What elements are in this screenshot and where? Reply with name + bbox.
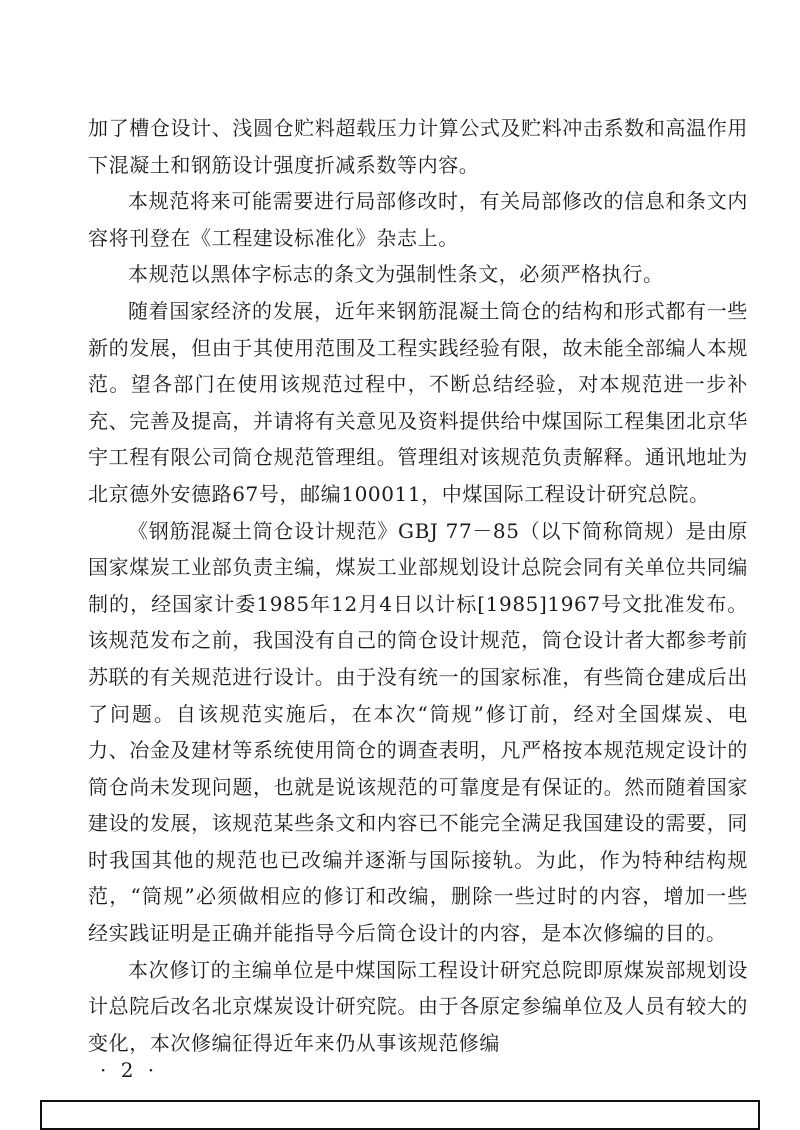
paragraph-2: 本规范将来可能需要进行局部修改时，有关局部修改的信息和条文内容将刊登在《工程建设标准化》杂志上。 bbox=[88, 189, 748, 250]
page-number: · 2 · bbox=[100, 1058, 159, 1082]
bottom-frame-border bbox=[40, 1100, 760, 1130]
paragraph-5: 《钢筋混凝土筒仓设计规范》GBJ 77－85（以下简称筒规）是由原国家煤炭工业部负责主编，煤炭工业部规划设计总院会同有关单位共同编制的，经国家计委1985年12月4日以计标[1985]1967号文批准发布。该规范发布之前，我国没有自己的筒仓设计规范，筒仓设计者大都参考前苏联的有关规范进行设计。由于没有统一的国家标准，有些筒仓建成后出了问题。自该规范实施后，在本次“筒规”修订前，经对全国煤炭、电力、冶金及建材等系统使用筒仓的调查表明，凡严格按本规范规定设计的筒仓尚未发现问题，也就是说该规范的可靠度是有保证的。然而随着国家建设的发展，该规范某些条文和内容已不能完全满足我国建设的需要，同时我国其他的规范也已改编并逐渐与国际接轨。为此，作为特种结构规范，“筒规”必须做相应的修订和改编，删除一些过时的内容，增加一些经实践证明是正确并能指导今后筒仓设计的内容，是本次修编的目的。 bbox=[88, 518, 748, 946]
paragraph-3: 本规范以黑体字标志的条文为强制性条文，必须严格执行。 bbox=[128, 262, 664, 287]
body-text bbox=[88, 110, 748, 1061]
paragraph-4: 随着国家经济的发展，近年来钢筋混凝土筒仓的结构和形式都有一些新的发展，但由于其使用范围及工程实践经验有限，故未能全部编人本规范。望各部门在使用该规范过程中，不断总结经验，对本规范进一步补充、完善及提高，并请将有关意见及资料提供给中煤国际工程集团北京华宇工程有限公司筒仓规范管理组。管理组对该规范负责解释。通讯地址为北京德外安德路67号，邮编100011，中煤国际工程设计研究总院。 bbox=[88, 298, 748, 506]
paragraph-1: 加了槽仓设计、浅圆仓贮料超载压力计算公式及贮料冲击系数和高温作用下混凝土和钢筋设计强度折减系数等内容。 bbox=[88, 116, 748, 177]
paragraph-6: 本次修订的主编单位是中煤国际工程设计研究总院即原煤炭部规划设计总院后改名北京煤炭设计研究院。由于各原定参编单位及人员有较大的变化，本次修编征得近年来仍从事该规范修编 bbox=[88, 957, 748, 1055]
